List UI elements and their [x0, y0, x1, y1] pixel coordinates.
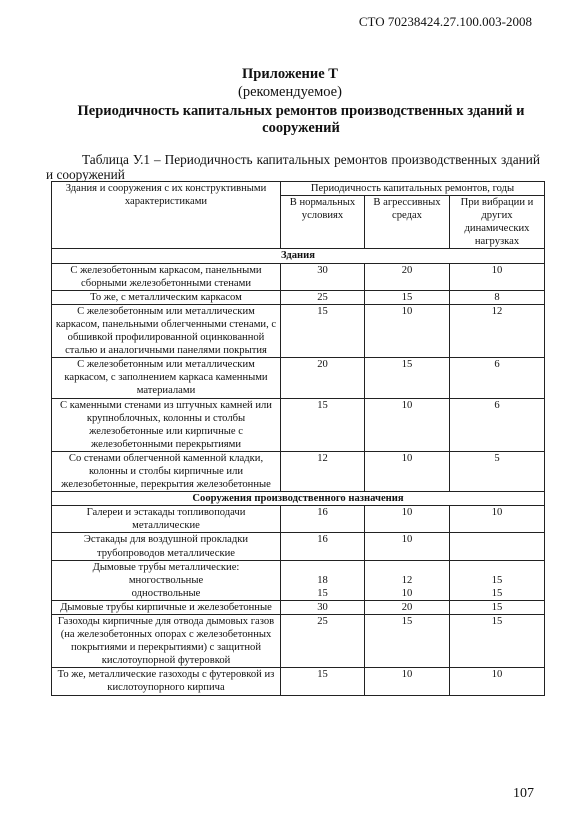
row-name: С железобетонным каркасом, панельными сборными железобетонными стенами: [52, 263, 281, 290]
cell-aggressive: 10: [365, 398, 450, 451]
row-name: С каменными стенами из штучных камней или крупноблочных, колонны и столбы железобетонные или кирпичные с железобетонными перекрытиями: [52, 398, 281, 451]
row-name: Галереи и эстакады топливоподачи металлические: [52, 506, 281, 533]
row-name: То же, металлические газоходы с футеровкой из кислотоупорного кирпича: [52, 668, 281, 695]
cell-vibration: 15: [450, 615, 545, 668]
cell-value: 15: [317, 587, 328, 599]
column-header-group: Периодичность капитальных ремонтов, годы: [281, 182, 545, 196]
cell-vibration: 5: [450, 451, 545, 491]
cell-vibration: 15: [450, 600, 545, 614]
cell-vibration: [450, 560, 545, 600]
page-number: 107: [513, 786, 534, 801]
cell-normal: 30: [281, 263, 365, 290]
column-header-aggressive: В агрессивных средах: [365, 196, 450, 249]
appendix-title: Приложение Т: [242, 66, 338, 82]
section-row-structures: [52, 492, 545, 506]
table-row: [52, 533, 545, 560]
table-row: [52, 668, 545, 695]
cell-vibration: [450, 533, 545, 560]
cell-vibration: 8: [450, 290, 545, 304]
cell-aggressive: 10: [365, 451, 450, 491]
column-header-building: Здания и сооружения с их конструктивными характеристиками: [52, 182, 281, 249]
cell-normal: 20: [281, 358, 365, 398]
row-name: Газоходы кирпичные для отвода дымовых газов (на железобетонных опорах с железобетонных покрытиями и перекрытиями) с защитной кислотоупорной футеровкой: [52, 615, 281, 668]
cell-aggressive: 15: [365, 615, 450, 668]
cell-vibration: 6: [450, 398, 545, 451]
cell-aggressive: 10: [365, 304, 450, 357]
table-row: [52, 263, 545, 290]
cell-aggressive: 10: [365, 506, 450, 533]
section-label: Здания: [52, 249, 545, 263]
cell-normal: [281, 560, 365, 600]
cell-aggressive: 20: [365, 263, 450, 290]
cell-normal: 25: [281, 290, 365, 304]
column-header-vibration: При вибрации и других динамических нагрузках: [450, 196, 545, 249]
table-row: [52, 600, 545, 614]
cell-normal: 25: [281, 615, 365, 668]
row-name-sub: многоствольные: [128, 574, 204, 586]
cell-value: 15: [491, 587, 503, 599]
cell-vibration: 10: [450, 506, 545, 533]
row-name-main: Дымовые трубы металлические:: [92, 561, 240, 573]
cell-aggressive: [365, 560, 450, 600]
table-header-row: [52, 182, 545, 196]
cell-aggressive: 15: [365, 358, 450, 398]
section-row-buildings: [52, 249, 545, 263]
column-header-normal: В нормальных условиях: [281, 196, 365, 249]
cell-normal: 15: [281, 668, 365, 695]
cell-value: 10: [401, 587, 413, 599]
cell-aggressive: 10: [365, 668, 450, 695]
cell-normal: 16: [281, 533, 365, 560]
table-row: [52, 506, 545, 533]
cell-normal: 30: [281, 600, 365, 614]
cell-vibration: 10: [450, 668, 545, 695]
row-name-sub: одноствольные: [131, 587, 201, 599]
table-row: [52, 290, 545, 304]
table-row: [52, 560, 545, 600]
cell-value: 18: [317, 574, 328, 586]
row-name: То же, с металлическим каркасом: [52, 290, 281, 304]
cell-vibration: 6: [450, 358, 545, 398]
appendix-heading: Периодичность капитальных ремонтов производственных зданий и сооружений: [77, 103, 525, 136]
appendix-subtitle: (рекомендуемое): [238, 84, 342, 100]
table-row: [52, 304, 545, 357]
cell-aggressive: 10: [365, 533, 450, 560]
cell-value: 15: [491, 574, 503, 586]
row-name: Дымовые трубы кирпичные и железобетонные: [52, 600, 281, 614]
row-name: Со стенами облегченной каменной кладки, колонны и столбы кирпичные или железобетонные, перекрытия железобетонные: [52, 451, 281, 491]
table-caption: Таблица У.1 – Периодичность капитальных ремонтов производственных зданий и сооружений: [46, 152, 540, 182]
document-code: СТО 70238424.27.100.003-2008: [358, 14, 532, 29]
cell-value: 12: [401, 574, 413, 586]
table-row: [52, 615, 545, 668]
cell-aggressive: 20: [365, 600, 450, 614]
cell-normal: 15: [281, 304, 365, 357]
cell-normal: 12: [281, 451, 365, 491]
cell-vibration: 10: [450, 263, 545, 290]
row-name: [52, 560, 281, 600]
cell-normal: 16: [281, 506, 365, 533]
row-name: Эстакады для воздушной прокладки трубопроводов металлические: [52, 533, 281, 560]
row-name: С железобетонным или металлическим каркасом, панельными облегченными стенами, с обшивкой профилированной оцинкованной сталью и аналогичными панелями покрытия: [52, 304, 281, 357]
table-row: [52, 398, 545, 451]
table-row: [52, 358, 545, 398]
row-name: С железобетонным или металлическим каркасом, с заполнением каркаса каменными материалами: [52, 358, 281, 398]
cell-vibration: 12: [450, 304, 545, 357]
section-label: Сооружения производственного назначения: [52, 492, 545, 506]
repair-periodicity-table: [51, 181, 545, 696]
cell-aggressive: 15: [365, 290, 450, 304]
table-row: [52, 451, 545, 491]
cell-normal: 15: [281, 398, 365, 451]
